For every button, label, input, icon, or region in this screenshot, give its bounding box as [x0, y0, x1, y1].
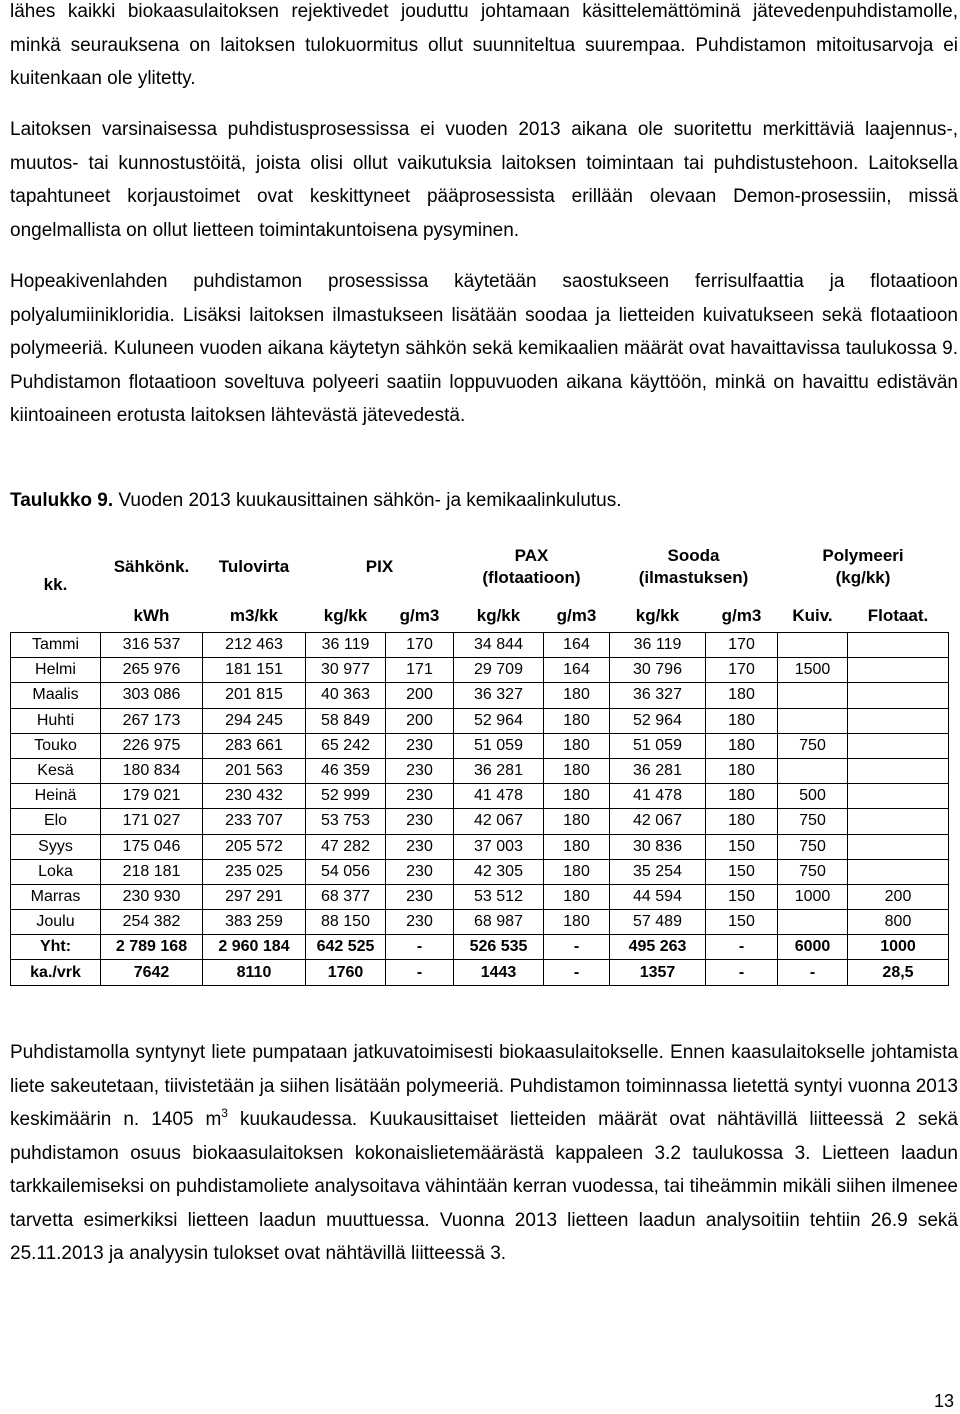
table-cell	[848, 633, 949, 658]
table-cell	[848, 683, 949, 708]
table-cell: 42 305	[454, 859, 544, 884]
table-cell: -	[706, 935, 778, 960]
table-cell: -	[544, 935, 610, 960]
table-cell: 180	[544, 683, 610, 708]
header-tulovirta: Tulovirta	[218, 557, 290, 576]
paragraph-liete-text-2: kuukaudessa. Kuukausittaiset lietteiden määrät ovat nähtävillä liitteessä 2 sekä puhdistamon osuus biokaasulaitoksen kokonaislietemäärästä kappaleen 3.2 taulukossa 3. Lietteen laadun tarkkailemiseksi on puhdistamoliete analysoitava vähintään kerran vuodessa, tai tiheämmin mikäli siihen ilmenee tarvetta esimerkiksi lietteen laadun muuttuessa. Vuonna 2013 lietteen laadun analysoitiin tehtiin 26.9 sekä 25.11.2013 ja analyysin tulokset ovat nähtävillä liitteessä 3.	[10, 1109, 958, 1264]
header-unit: Kuiv.	[792, 606, 833, 625]
table-cell: 1000	[778, 884, 848, 909]
table-cell: 53 753	[306, 809, 386, 834]
header-unit-blank	[11, 600, 101, 633]
table-cell: 235 025	[203, 859, 306, 884]
table-row	[11, 708, 949, 733]
table-cell: 51 059	[454, 733, 544, 758]
header-sahkonkulutus: Sähkönk.	[113, 557, 190, 576]
table-cell: 218 181	[101, 859, 203, 884]
table-row	[11, 658, 949, 683]
table-row	[11, 784, 949, 809]
table-caption	[10, 484, 622, 517]
table-cell: 180	[544, 859, 610, 884]
table-cell: -	[706, 960, 778, 985]
table-cell: 230	[386, 809, 454, 834]
table-cell: 30 836	[610, 834, 706, 859]
header-unit: m3/kk	[229, 606, 279, 625]
table-row-label: Yht:	[11, 935, 101, 960]
table-cell: 1443	[454, 960, 544, 985]
table-row-label: Tammi	[11, 633, 101, 658]
table-cell: 175 046	[101, 834, 203, 859]
table-cell: 180	[706, 708, 778, 733]
table-cell: 2 960 184	[203, 935, 306, 960]
table-cell: 230	[386, 834, 454, 859]
table-cell	[848, 658, 949, 683]
table-cell: 180	[544, 708, 610, 733]
table-row-label: Touko	[11, 733, 101, 758]
table-cell: 303 086	[101, 683, 203, 708]
table-cell	[778, 633, 848, 658]
table-cell: 205 572	[203, 834, 306, 859]
table-cell: 34 844	[454, 633, 544, 658]
table-cell: 500	[778, 784, 848, 809]
table-row-label: Syys	[11, 834, 101, 859]
table-row-label: Loka	[11, 859, 101, 884]
table-cell: 180	[544, 834, 610, 859]
table-row-label: Joulu	[11, 910, 101, 935]
table-cell: 230 432	[203, 784, 306, 809]
superscript-3: 3	[221, 1106, 228, 1120]
table-cell: 750	[778, 809, 848, 834]
table-cell: 171 027	[101, 809, 203, 834]
paragraph-puhdistusprosessi: Laitoksen varsinaisessa puhdistusprosessissa ei vuoden 2013 aikana ole suoritettu merkittäviä laajennus-, muutos- tai kunnostustöitä, joista olisi ollut vaikutuksia laitoksen toimintaan tai puhdistustehoon. Laitoksella tapahtuneet korjaustoimet ovat keskittyneet pääprosessista erillään olevaan Demon-prosessiin, missä ongelmallista on ollut lietteen toimintakuntoisena pysyminen.	[10, 119, 958, 241]
table-cell: 495 263	[610, 935, 706, 960]
table-cell: -	[544, 960, 610, 985]
header-polymeeri	[778, 534, 949, 600]
table-cell: 201 563	[203, 758, 306, 783]
table-cell: 180	[544, 884, 610, 909]
table-cell: 41 478	[610, 784, 706, 809]
table-cell: 36 281	[454, 758, 544, 783]
table-cell: 51 059	[610, 733, 706, 758]
table-cell: 6000	[778, 935, 848, 960]
paragraph-rejektivedet: lähes kaikki biokaasulaitoksen rejektivedet jouduttu johtamaan käsittelemättöminä jätevedenpuhdistamolle, minkä seurauksena on laitoksen tulokuormitus ollut suunniteltua suurempaa. Puhdistamon mitoitusarvoja ei kuitenkaan ole ylitetty.	[10, 1, 958, 89]
table-cell: 36 119	[306, 633, 386, 658]
table-cell: 230	[386, 733, 454, 758]
table-cell: 180	[706, 809, 778, 834]
table-cell: 7642	[101, 960, 203, 985]
table-cell: 297 291	[203, 884, 306, 909]
table-cell: 267 173	[101, 708, 203, 733]
table-cell: 44 594	[610, 884, 706, 909]
header-pax	[454, 534, 610, 600]
table-cell: 180	[544, 733, 610, 758]
table-row	[11, 884, 949, 909]
header-polymeeri-text: Polymeeri (kg/kk)	[822, 546, 904, 587]
table-cell: 36 327	[454, 683, 544, 708]
table-cell: 88 150	[306, 910, 386, 935]
table-cell: 181 151	[203, 658, 306, 683]
table-cell: 68 987	[454, 910, 544, 935]
table-cell: 180	[544, 910, 610, 935]
table-cell: 47 282	[306, 834, 386, 859]
table-cell: 383 259	[203, 910, 306, 935]
table-cell: 294 245	[203, 708, 306, 733]
table-cell: -	[386, 935, 454, 960]
table-cell	[778, 708, 848, 733]
table-cell: 230	[386, 910, 454, 935]
table-cell: 170	[706, 658, 778, 683]
table-cell: 750	[778, 733, 848, 758]
table-cell: 212 463	[203, 633, 306, 658]
header-unit: kg/kk	[476, 606, 521, 625]
table-cell: 230	[386, 784, 454, 809]
table-cell: 8110	[203, 960, 306, 985]
table-row	[11, 859, 949, 884]
table-cell: 150	[706, 910, 778, 935]
table-cell	[778, 683, 848, 708]
table-cell	[848, 834, 949, 859]
table-cell: 200	[386, 683, 454, 708]
table-cell: 750	[778, 859, 848, 884]
table-header-units-row	[11, 600, 949, 633]
table-cell: 150	[706, 859, 778, 884]
table-cell	[848, 809, 949, 834]
table-cell: 283 661	[203, 733, 306, 758]
table-caption-label: Taulukko 9.	[10, 490, 114, 511]
table-cell: 52 964	[610, 708, 706, 733]
table-row	[11, 683, 949, 708]
table-cell: 1000	[848, 935, 949, 960]
table-cell	[848, 784, 949, 809]
table-cell: 254 382	[101, 910, 203, 935]
table-cell: 230 930	[101, 884, 203, 909]
table-row-label: ka./vrk	[11, 960, 101, 985]
table-total-row	[11, 935, 949, 960]
table-row-label: Huhti	[11, 708, 101, 733]
table-cell: 526 535	[454, 935, 544, 960]
table-cell: 180	[544, 784, 610, 809]
table-row-label: Elo	[11, 809, 101, 834]
table-cell	[778, 910, 848, 935]
table-cell: 30 977	[306, 658, 386, 683]
table-cell: 52 964	[454, 708, 544, 733]
table-cell: 180	[706, 784, 778, 809]
table-cell: 230	[386, 859, 454, 884]
table-cell: 180	[544, 758, 610, 783]
table-cell: 201 815	[203, 683, 306, 708]
table-cell: 54 056	[306, 859, 386, 884]
table-row-label: Helmi	[11, 658, 101, 683]
table-cell: 230	[386, 758, 454, 783]
table-row-label: Maalis	[11, 683, 101, 708]
table-cell	[848, 859, 949, 884]
table-cell: 150	[706, 884, 778, 909]
table-cell: 180	[544, 809, 610, 834]
table-cell: 170	[386, 633, 454, 658]
paragraph-liete-text-1: Puhdistamolla syntynyt liete pumpataan jatkuvatoimisesti biokaasulaitokselle. Ennen kaasulaitokselle johtamista liete sakeutetaan, tiivistetään ja siihen lisätään polymeeriä. Puhdistamon toiminnassa lietettä syntyi vuonna 2013 keskimäärin n. 1405 m	[10, 1042, 958, 1130]
table-cell: 41 478	[454, 784, 544, 809]
table-cell: 36 281	[610, 758, 706, 783]
table-cell: 37 003	[454, 834, 544, 859]
table-cell: 1500	[778, 658, 848, 683]
table-body	[11, 633, 949, 986]
table-cell	[848, 758, 949, 783]
table-row	[11, 633, 949, 658]
header-kk: kk.	[43, 575, 68, 594]
header-unit: g/m3	[399, 606, 440, 625]
table-cell: 40 363	[306, 683, 386, 708]
table-cell: 68 377	[306, 884, 386, 909]
table-cell: 42 067	[454, 809, 544, 834]
table-total-row	[11, 960, 949, 985]
table-cell: 53 512	[454, 884, 544, 909]
table-cell: 200	[848, 884, 949, 909]
table-cell	[778, 758, 848, 783]
table-cell: -	[778, 960, 848, 985]
header-unit: Flotaat.	[867, 606, 929, 625]
table-cell: 316 537	[101, 633, 203, 658]
table-cell: 28,5	[848, 960, 949, 985]
table-cell: 57 489	[610, 910, 706, 935]
table-cell: 170	[706, 633, 778, 658]
header-sooda-text: Sooda (ilmastuksen)	[638, 546, 749, 587]
table-cell: 36 119	[610, 633, 706, 658]
header-sooda	[610, 534, 778, 600]
paragraph-kemikaalit: Hopeakivenlahden puhdistamon prosessissa käytetään saostukseen ferrisulfaattia ja flotaatioon polyalumiinikloridia. Lisäksi laitoksen ilmastukseen lisätään soodaa ja lietteiden kuivatukseen sekä flotaatioon polymeeriä. Kuluneen vuoden aikana käytetyn sähkön sekä kemikaalien määrät ovat havaittavissa taulukossa 9. Puhdistamon flotaatioon soveltuva polyeeri saatiin loppuvuoden aikana käyttöön, minkä on havaittu edistävän kiintoaineen erotusta laitoksen lähtevästä jätevedestä.	[10, 271, 958, 426]
header-unit: kWh	[133, 606, 170, 625]
table-cell: 164	[544, 633, 610, 658]
table-cell: 1760	[306, 960, 386, 985]
consumption-table-wrapper	[10, 534, 948, 986]
table-cell: 200	[386, 708, 454, 733]
table-cell: 35 254	[610, 859, 706, 884]
table-cell: 36 327	[610, 683, 706, 708]
table-cell: 179 021	[101, 784, 203, 809]
table-cell: 164	[544, 658, 610, 683]
header-unit: kg/kk	[635, 606, 680, 625]
paragraph-liete	[10, 1036, 958, 1271]
table-cell: 180	[706, 733, 778, 758]
table-cell: 230	[386, 884, 454, 909]
table-cell: 226 975	[101, 733, 203, 758]
header-unit: g/m3	[721, 606, 762, 625]
table-cell: 150	[706, 834, 778, 859]
table-cell: 46 359	[306, 758, 386, 783]
table-cell: 642 525	[306, 935, 386, 960]
table-cell: 180	[706, 758, 778, 783]
table-cell: 29 709	[454, 658, 544, 683]
table-cell: 65 242	[306, 733, 386, 758]
header-pix: PIX	[365, 557, 394, 576]
table-row-label: Heinä	[11, 784, 101, 809]
table-cell: 30 796	[610, 658, 706, 683]
table-cell: 233 707	[203, 809, 306, 834]
table-row	[11, 834, 949, 859]
table-row	[11, 809, 949, 834]
table-cell: -	[386, 960, 454, 985]
page-number: 13	[933, 1391, 954, 1411]
table-row	[11, 910, 949, 935]
header-unit: kg/kk	[323, 606, 368, 625]
table-row-label: Marras	[11, 884, 101, 909]
table-cell: 52 999	[306, 784, 386, 809]
table-row	[11, 733, 949, 758]
table-cell: 265 976	[101, 658, 203, 683]
table-cell	[848, 733, 949, 758]
table-cell: 58 849	[306, 708, 386, 733]
table-cell: 180	[706, 683, 778, 708]
consumption-table	[10, 534, 949, 986]
table-row	[11, 758, 949, 783]
table-cell: 2 789 168	[101, 935, 203, 960]
header-pax-text: PAX (flotaatioon)	[482, 546, 581, 587]
table-caption-text: Vuoden 2013 kuukausittainen sähkön- ja kemikaalinkulutus.	[113, 490, 622, 511]
table-cell	[848, 708, 949, 733]
table-cell: 800	[848, 910, 949, 935]
table-cell: 750	[778, 834, 848, 859]
header-unit: g/m3	[556, 606, 597, 625]
table-cell: 1357	[610, 960, 706, 985]
table-cell: 42 067	[610, 809, 706, 834]
table-cell: 171	[386, 658, 454, 683]
table-header-row-1	[11, 534, 949, 600]
table-row-label: Kesä	[11, 758, 101, 783]
table-cell: 180 834	[101, 758, 203, 783]
